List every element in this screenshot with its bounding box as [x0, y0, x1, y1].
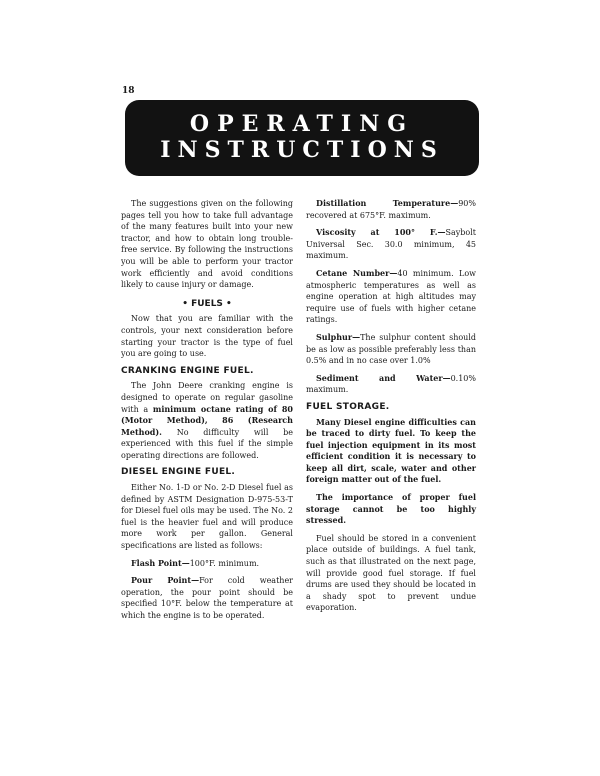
cetane-spec: [306, 268, 476, 326]
sediment-label: Sediment and Water—: [316, 372, 451, 383]
storage-paragraph: Fuel should be stored in a convenient place outside of buildings. A fuel tank, such as that illustrated on the next page, will provide good fuel storage. If fuel drums are used they should be located in a shady spot to prevent undue evaporation.: [306, 533, 476, 613]
cranking-engine-paragraph: [121, 380, 293, 461]
octane-rating-bold: minimum octane rating of 80 (Motor Method), 86 (Research Method).: [121, 403, 293, 437]
cranking-text-start: The John Deere cranking engine is designed to operate on regular gasoline with a: [121, 381, 293, 414]
fuel-storage-heading: FUEL STORAGE.: [306, 401, 390, 412]
right-column: [306, 198, 476, 620]
cranking-engine-fuel-heading: CRANKING ENGINE FUEL.: [121, 365, 254, 376]
viscosity-spec: [306, 227, 476, 262]
sediment-value: 0.10% maximum.: [306, 373, 476, 395]
flash-point-label: Flash Point—: [131, 557, 190, 568]
viscosity-value: Saybolt Universal Sec. 30.0 minimum, 45 maximum.: [306, 228, 476, 261]
left-column: [121, 198, 293, 628]
banner-title-line1: OPERATING: [189, 111, 415, 137]
viscosity-label: Viscosity at 100° F.—: [316, 227, 446, 238]
storage-bold-paragraph-2: The importance of proper fuel storage cannot be too highly stressed.: [306, 492, 476, 526]
distillation-spec: [306, 198, 476, 221]
storage-bold-paragraph-1: Many Diesel engine difficulties can be traced to dirty fuel. To keep the fuel injection equipment in its most efficient condition it is necessary to keep all dirt, scale, water and other foreign matter out of the fuel.: [306, 416, 476, 485]
fuels-paragraph: Now that you are familiar with the controls, your next consideration before starting your tractor is the type of fuel you are going to use.: [121, 314, 293, 359]
cetane-label: Cetane Number—: [316, 267, 398, 278]
pour-point-value: For cold weather operation, the pour point should be specified 10°F. below the temperature at which the engine is to be operated.: [121, 576, 293, 620]
sulphur-value: The sulphur content should be as low as possible preferably less than 0.5% and in no case over 1.0%: [306, 332, 476, 366]
page-number: 18: [122, 86, 135, 96]
flash-point-spec: [121, 558, 293, 570]
flash-point-value: 100°F. minimum.: [189, 558, 260, 568]
banner-title-line2: INSTRUCTIONS: [160, 137, 444, 163]
diesel-engine-paragraph: Either No. 1-D or No. 2-D Diesel fuel as defined by ASTM Designation D-975-53-T for Diesel fuel oils may be used. The No. 2 fuel is the heavier fuel and will produce more work per gallon. General specifications are listed as follows:: [121, 483, 293, 551]
cetane-value: 40 minimum. Low atmospheric temperatures as well as engine operation at high altitudes may require use of fuels with higher cetane ratings.: [306, 268, 476, 325]
title-banner: [125, 100, 479, 176]
sulphur-spec: [306, 332, 476, 367]
sediment-spec: [306, 373, 476, 396]
intro-paragraph: The suggestions given on the following pages tell you how to take full advantage of the many features built into your new tractor, and how to obtain long trouble-free service. By following the instructions you will be able to perform your tractor work efficiently and avoid conditions likely to cause injury or damage.: [121, 199, 293, 290]
diesel-engine-fuel-heading: DIESEL ENGINE FUEL.: [121, 467, 236, 478]
cranking-text-end: No difficulty will be experienced with this fuel if the simple operating directions are followed.: [121, 427, 293, 460]
sulphur-label: Sulphur—: [316, 331, 361, 342]
distillation-value: 90% recovered at 675°F. maximum.: [306, 199, 476, 220]
fuels-heading: • FUELS •: [182, 298, 232, 309]
pour-point-label: Pour Point—: [131, 575, 200, 586]
distillation-label: Distillation Temperature—: [316, 198, 459, 208]
pour-point-spec: [121, 575, 293, 621]
